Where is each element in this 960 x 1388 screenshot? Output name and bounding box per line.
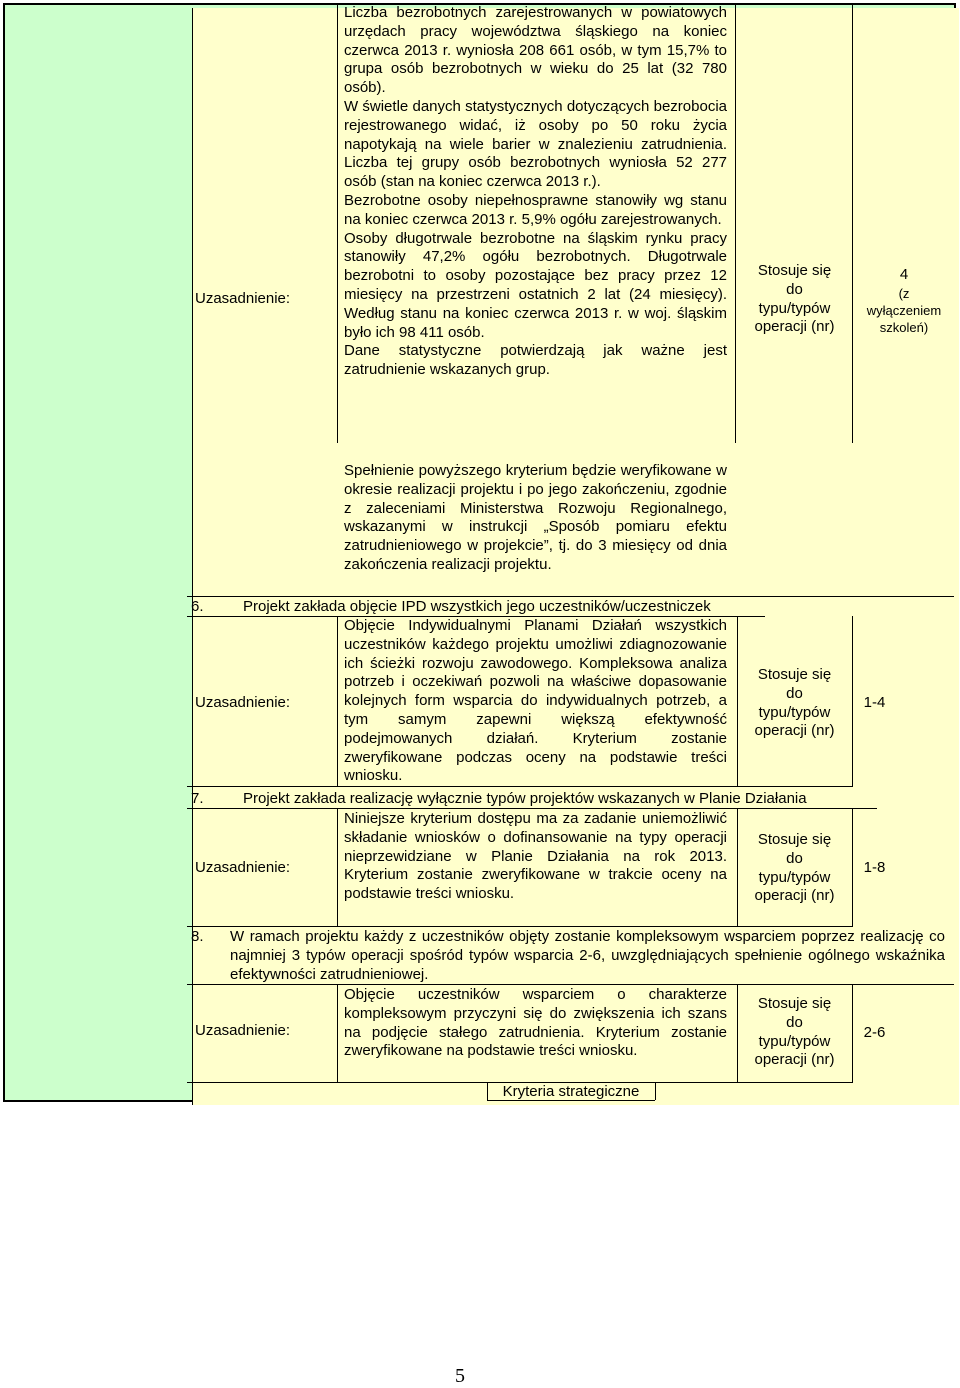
operation-types-cell: 1-8: [863, 859, 886, 876]
grid-line: [337, 616, 338, 786]
verification-text: [344, 462, 727, 575]
applies-text: typu/typów: [758, 299, 831, 317]
applies-text: operacji (nr): [754, 1051, 835, 1069]
paragraph: Osoby długotrwale bezrobotne na śląskim rynku pracy stanowiły 47,2% ogółu bezrobotnych. Długotrwale bezrobotni to osoby pozostające bez pracy przez 12 miesięcy na przestrzeni ostatnich 2 lat (24 miesięcy). Według stanu na koniec czerwca 2013 r. w woj. śląskim było ich 98 411 osób.: [344, 229, 727, 341]
applies-text: do: [786, 280, 803, 298]
paragraph: W świetle danych statystycznych dotyczących bezrobocia rejestrowanego widać, iż osoby po 50 roku życia napotykają na wiele barier w znalezieniu zatrudnienia. Liczba tej grupy osób bezrobotnych wyniosła 52 277 osób (stan na koniec czerwca 2013 r.).: [344, 97, 727, 191]
paragraph: Liczba bezrobotnych zarejestrowanych w powiatowych urzędach pracy województwa śląskiego na koniec czerwca 2013 r. wyniosła 208 661 osób, w tym 15,7% to grupa osób bezrobotnych w wieku do 25 lat (32 780 osób).: [344, 4, 727, 97]
grid-line: [187, 926, 853, 927]
operation-types-cell: [852, 266, 956, 336]
operation-types-cell: 1-4: [863, 694, 886, 711]
applies-text: do: [786, 849, 803, 867]
applies-text: Stosuje się: [757, 831, 832, 848]
criterion-number: 7.: [191, 790, 204, 807]
grid-line: [655, 1082, 656, 1100]
justification-label: Uzasadnienie:: [195, 859, 291, 876]
justification-text: [344, 810, 727, 904]
paragraph: Bezrobotne osoby niepełnosprawne stanowiły wg stanu na koniec czerwca 2013 r. 5,9% ogółu zarejestrowanych.: [344, 191, 727, 228]
applies-text: operacji (nr): [754, 722, 835, 740]
applies-text: typu/typów: [758, 1032, 831, 1050]
applies-text: do: [786, 684, 803, 702]
applies-text: Stosuje się: [757, 262, 832, 279]
grid-line: [337, 808, 338, 926]
criterion-title: Projekt zakłada realizację wyłącznie typów projektów wskazanych w Planie Działania: [243, 790, 807, 807]
justification-label: Uzasadnienie:: [195, 1022, 291, 1039]
applies-text: do: [786, 1013, 803, 1031]
applies-text: Stosuje się: [757, 666, 832, 683]
paragraph: W ramach projektu każdy z uczestników objęty zostanie kompleksowym wsparciem poprzez realizację co najmniej 3 typów operacji spośród typów wsparcia 2-6, uwzględniających spełnienie ogólnego wskaźnika efektywności zatrudnieniowej.: [230, 928, 945, 983]
grid-line: [852, 3, 853, 443]
criterion-title: [230, 928, 945, 984]
paragraph: Objęcie Indywidualnymi Planami Działań wszystkich uczestników każdego projektu umożliwi zdiagnozowanie ich ścieżki rozwoju zawodowego. Kompleksowa analiza potrzeb i oczekiwań pozwoli na właściwe dopasowanie kolejnych form wsparcia do indywidualnych potrzeb, a tym samym zapewni większą efektywność podejmowanych działań. Kryterium zostanie zweryfikowane podczas oceny na podstawie treści wniosku.: [344, 617, 727, 785]
justification-text: [344, 617, 727, 786]
criterion-number: 8.: [191, 928, 204, 945]
applies-text: typu/typów: [758, 868, 831, 886]
types-text: 4: [899, 266, 909, 283]
applies-text: operacji (nr): [754, 318, 835, 336]
grid-line: [337, 3, 338, 443]
operation-types-cell: 2-6: [863, 1024, 886, 1041]
applies-to-cell: [737, 995, 852, 1070]
paragraph: Objęcie uczestników wsparciem o charakterze kompleksowym przyczyni się do zwiększenia ich szans na podjęcie stałego zatrudnienia. Kryterium zostanie zweryfikowane na podstawie treści wniosku.: [344, 986, 727, 1060]
types-text: (z: [898, 285, 910, 301]
section-heading: Kryteria strategiczne: [502, 1083, 640, 1100]
grid-line: [735, 3, 736, 443]
paragraph: Dane statystyczne potwierdzają jak ważne jest zatrudnienie wskazanych grup.: [344, 342, 727, 379]
paragraph: Spełnienie powyższego kryterium będzie weryfikowane w okresie realizacji projektu i po jego zakończeniu, zgodnie z zaleceniami Ministerstwa Rozwoju Regionalnego, wskazanymi w instrukcji „Sposób pomiaru efektu zatrudnieniowego w projekcie”, tj. do 3 miesięcy od dnia zakończenia realizacji projektu.: [344, 462, 727, 573]
justification-label: Uzasadnienie:: [195, 694, 291, 711]
applies-text: Stosuje się: [757, 995, 832, 1012]
applies-text: typu/typów: [758, 703, 831, 721]
grid-line: [337, 984, 338, 1082]
criterion-title: Projekt zakłada objęcie IPD wszystkich jego uczestników/uczestniczek: [243, 598, 711, 615]
page-number: 5: [455, 1365, 465, 1387]
applies-to-cell: [737, 831, 852, 906]
justification-text: [344, 4, 727, 380]
applies-to-cell: [737, 262, 852, 337]
grid-line: [187, 596, 954, 597]
types-text: wyłączeniem: [866, 302, 942, 318]
criterion-number: 6.: [191, 598, 204, 615]
justification-text: [344, 986, 727, 1061]
types-text: szkoleń): [879, 319, 929, 335]
paragraph: Niniejsze kryterium dostępu ma za zadanie uniemożliwić składanie wniosków o dofinansowanie na typy operacji nieprzewidziane w Planie Działania na rok 2013. Kryterium zostanie zweryfikowane w trakcie oceny na podstawie treści wniosku.: [344, 810, 727, 903]
justification-label: Uzasadnienie:: [195, 290, 291, 307]
applies-text: operacji (nr): [754, 887, 835, 905]
applies-to-cell: [737, 666, 852, 741]
